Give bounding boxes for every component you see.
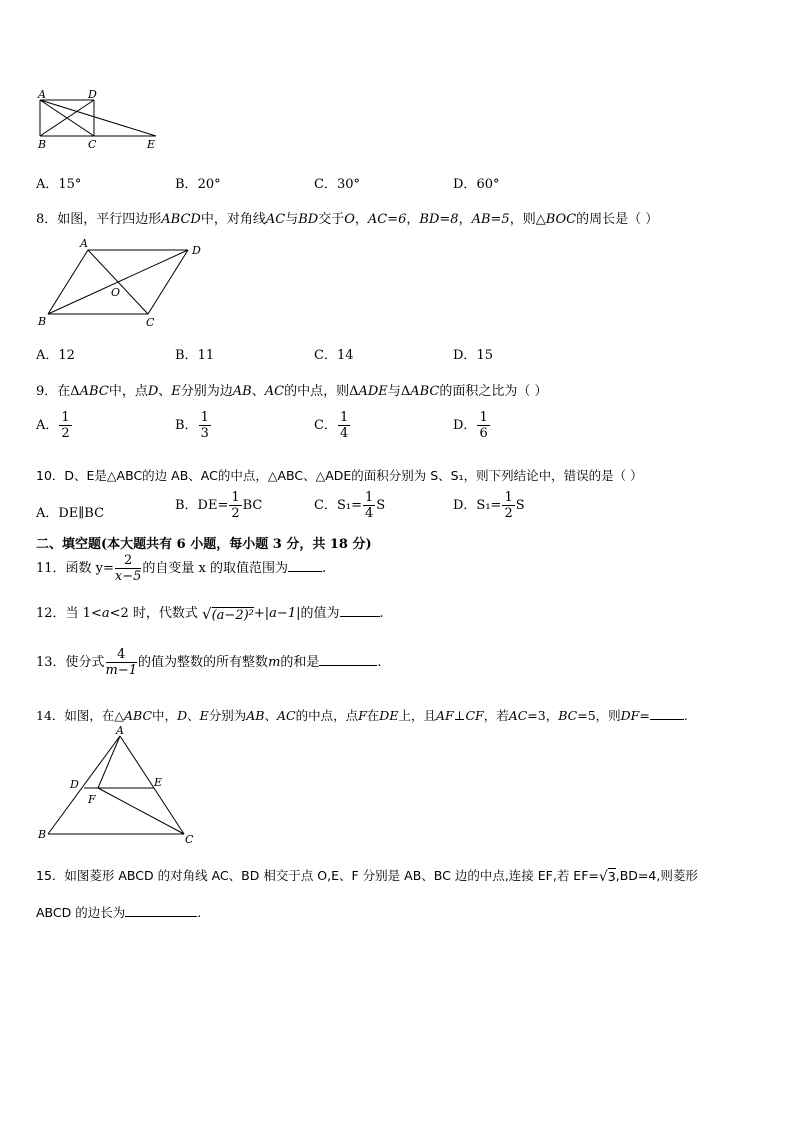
label-C: C (146, 316, 155, 329)
q9-option-a[interactable]: A． $\frac{1}{2}$ (36, 410, 70, 441)
sqrt-expression: √3 (598, 868, 616, 885)
q8-option-b[interactable]: B．11 (175, 348, 215, 363)
q11-text: 11．函数 y= $\frac{2}{x-5}$ 的自变量 x 的取值范围为 . (36, 553, 327, 584)
q7-option-b[interactable]: B．20° (175, 177, 221, 192)
fraction: $\frac{1}{2}$ (504, 490, 513, 521)
fraction: $\frac{1}{2}$ (61, 410, 70, 441)
q14-text: 14．如图，在△ABC中，D、E分别为AB、AC的中点，点F在DE上，且AF⊥CF，若AC=3，BC=5，则DF= . (36, 708, 688, 723)
answer-blank[interactable] (650, 707, 684, 720)
fraction: $\frac{4}{m-1}$ (105, 647, 138, 678)
label-D: D (88, 88, 97, 101)
label-F: F (88, 793, 96, 806)
q7-figure (34, 88, 164, 152)
q9-option-b[interactable]: B． $\frac{1}{3}$ (175, 410, 209, 441)
q8-figure (34, 236, 214, 332)
fraction: $\frac{1}{3}$ (200, 410, 209, 441)
q9-text: 9．在ΔABC中，点D、E分别为边AB、AC的中点，则ΔADE与ΔABC的面积之比为（ ） (36, 384, 548, 399)
q10-option-b[interactable]: B．DE= $\frac{1}{2}$ BC (175, 490, 263, 521)
fraction: $\frac{1}{2}$ (231, 490, 240, 521)
answer-blank[interactable] (125, 904, 197, 917)
label-B: B (38, 138, 47, 151)
label-D: D (192, 244, 201, 257)
answer-blank[interactable] (288, 559, 322, 572)
q10-option-d[interactable]: D．S₁= $\frac{1}{2}$ S (453, 490, 525, 521)
q13-text: 13．使分式 $\frac{4}{m-1}$ 的值为整数的所有整数m的和是 . (36, 647, 382, 678)
label-C: C (185, 833, 194, 846)
label-C: C (88, 138, 97, 151)
fraction: $\frac{2}{x-5}$ (114, 553, 142, 584)
q7-option-d[interactable]: D．60° (453, 177, 500, 192)
label-B: B (38, 315, 47, 328)
section-heading: 二、填空题(本大题共有 6 小题，每小题 3 分，共 18 分) (36, 537, 372, 552)
label-E: E (147, 138, 156, 151)
fraction: $\frac{1}{4}$ (364, 490, 374, 521)
fraction: $\frac{1}{4}$ (339, 410, 349, 441)
label-A: A (116, 726, 124, 737)
q10-option-c[interactable]: C．S₁= $\frac{1}{4}$ S (314, 490, 386, 521)
q8-option-d[interactable]: D．15 (453, 348, 493, 363)
label-A: A (80, 237, 88, 250)
q12-text: 12．当 1<a<2 时，代数式 √(a−2)²+|a−1|的值为 . (36, 604, 384, 623)
q7-option-a[interactable]: A．15° (36, 177, 82, 192)
fraction: $\frac{1}{6}$ (479, 410, 488, 441)
label-D: D (70, 778, 79, 791)
q8-option-a[interactable]: A．12 (36, 348, 75, 363)
answer-blank[interactable] (340, 604, 380, 617)
q7-option-c[interactable]: C．30° (314, 177, 360, 192)
q15-line2: ABCD 的边长为 . (36, 905, 202, 920)
label-O: O (111, 286, 121, 299)
q14-figure (34, 726, 204, 850)
q9-option-c[interactable]: C． $\frac{1}{4}$ (314, 410, 349, 441)
q9-option-d[interactable]: D． $\frac{1}{6}$ (453, 410, 488, 441)
q10-text: 10．D、E是△ABC的边 AB、AC的中点，△ABC、△ADE的面积分别为 S、S₁，则下列结论中，错误的是（ ） (36, 468, 643, 483)
label-E: E (154, 776, 163, 789)
label-B: B (38, 828, 47, 841)
label-A: A (38, 88, 46, 101)
sqrt-expression: √(a−2)² (202, 604, 254, 623)
q15-line1: 15．如图菱形 ABCD 的对角线 AC、BD 相交于点 O,E、F 分别是 AB、BC 边的中点,连接 EF,若 EF=√3,BD=4,则菱形 (36, 868, 698, 885)
q8-text: 8．如图，平行四边形ABCD中，对角线AC与BD交于O，AC=6，BD=8，AB=5，则△BOC的周长是（ ） (36, 212, 659, 227)
q10-option-a[interactable]: A．DE∥BC (36, 506, 105, 521)
q8-option-c[interactable]: C．14 (314, 348, 354, 363)
answer-blank[interactable] (319, 653, 377, 666)
